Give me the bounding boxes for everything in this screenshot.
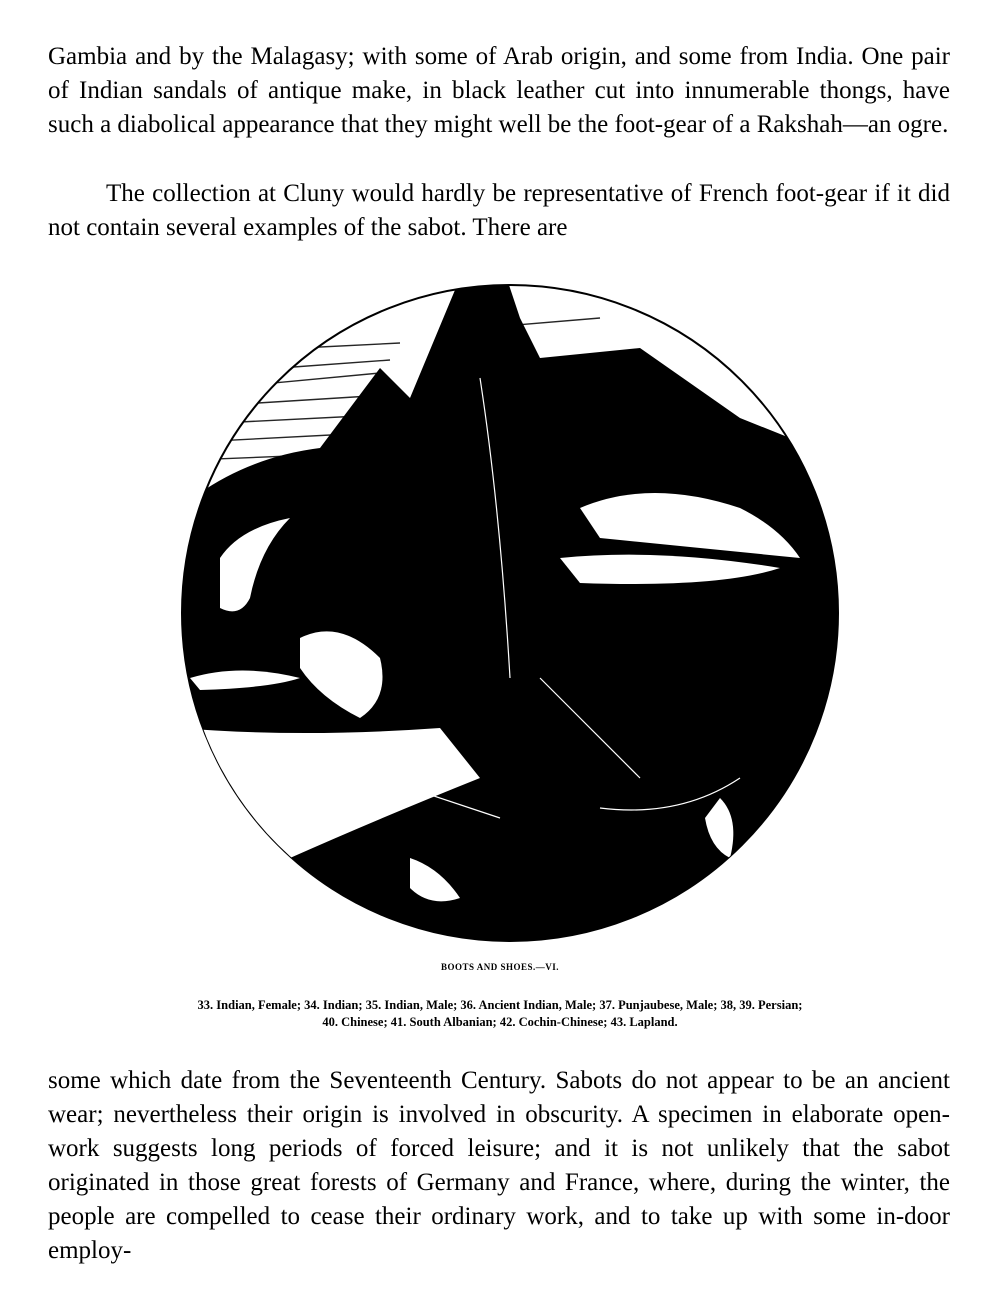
body-paragraph-mid: The collection at Cluny would hardly be representative of French foot-gear if it did not contain several examples of the sabot. There are (48, 180, 950, 241)
boots-and-shoes-plate-illustration (180, 258, 840, 958)
engraved-shoes-scene (180, 258, 840, 958)
plate-number-label: 36 (664, 874, 675, 886)
body-paragraph-top: Gambia and by the Malagasy; with some of Arab origin, and some from India. One pair of Indian sandals of antique make, in black leather cut into innumerable thongs, have such a diabolical appearance that they might well be the foot-gear of a Rakshah—an ogre. (48, 43, 950, 138)
figure-caption-title: BOOTS AND SHOES.—VI. (440, 962, 560, 972)
figure-caption-line: 40. Chinese; 41. South Albanian; 42. Cochin-Chinese; 43. Lapland. (322, 1015, 678, 1029)
body-paragraph-bottom: some which date from the Seventeenth Century. Sabots do not appear to be an ancient wear; nevertheless their origin is involved in obscurity. A specimen in elaborate open-work suggests long periods of forced leisure; and it is not unlikely that the sabot originated in those great forests of Germany and France, where, during the winter, the people are compelled to cease their ordinary work, and to take up with some in-door employ- (48, 1067, 950, 1264)
figure-caption-body (70, 997, 930, 1031)
figure-caption-line: 33. Indian, Female; 34. Indian; 35. Indian, Male; 36. Ancient Indian, Male; 37. Punjaubese, Male; 38, 39. Persian; (197, 998, 803, 1012)
